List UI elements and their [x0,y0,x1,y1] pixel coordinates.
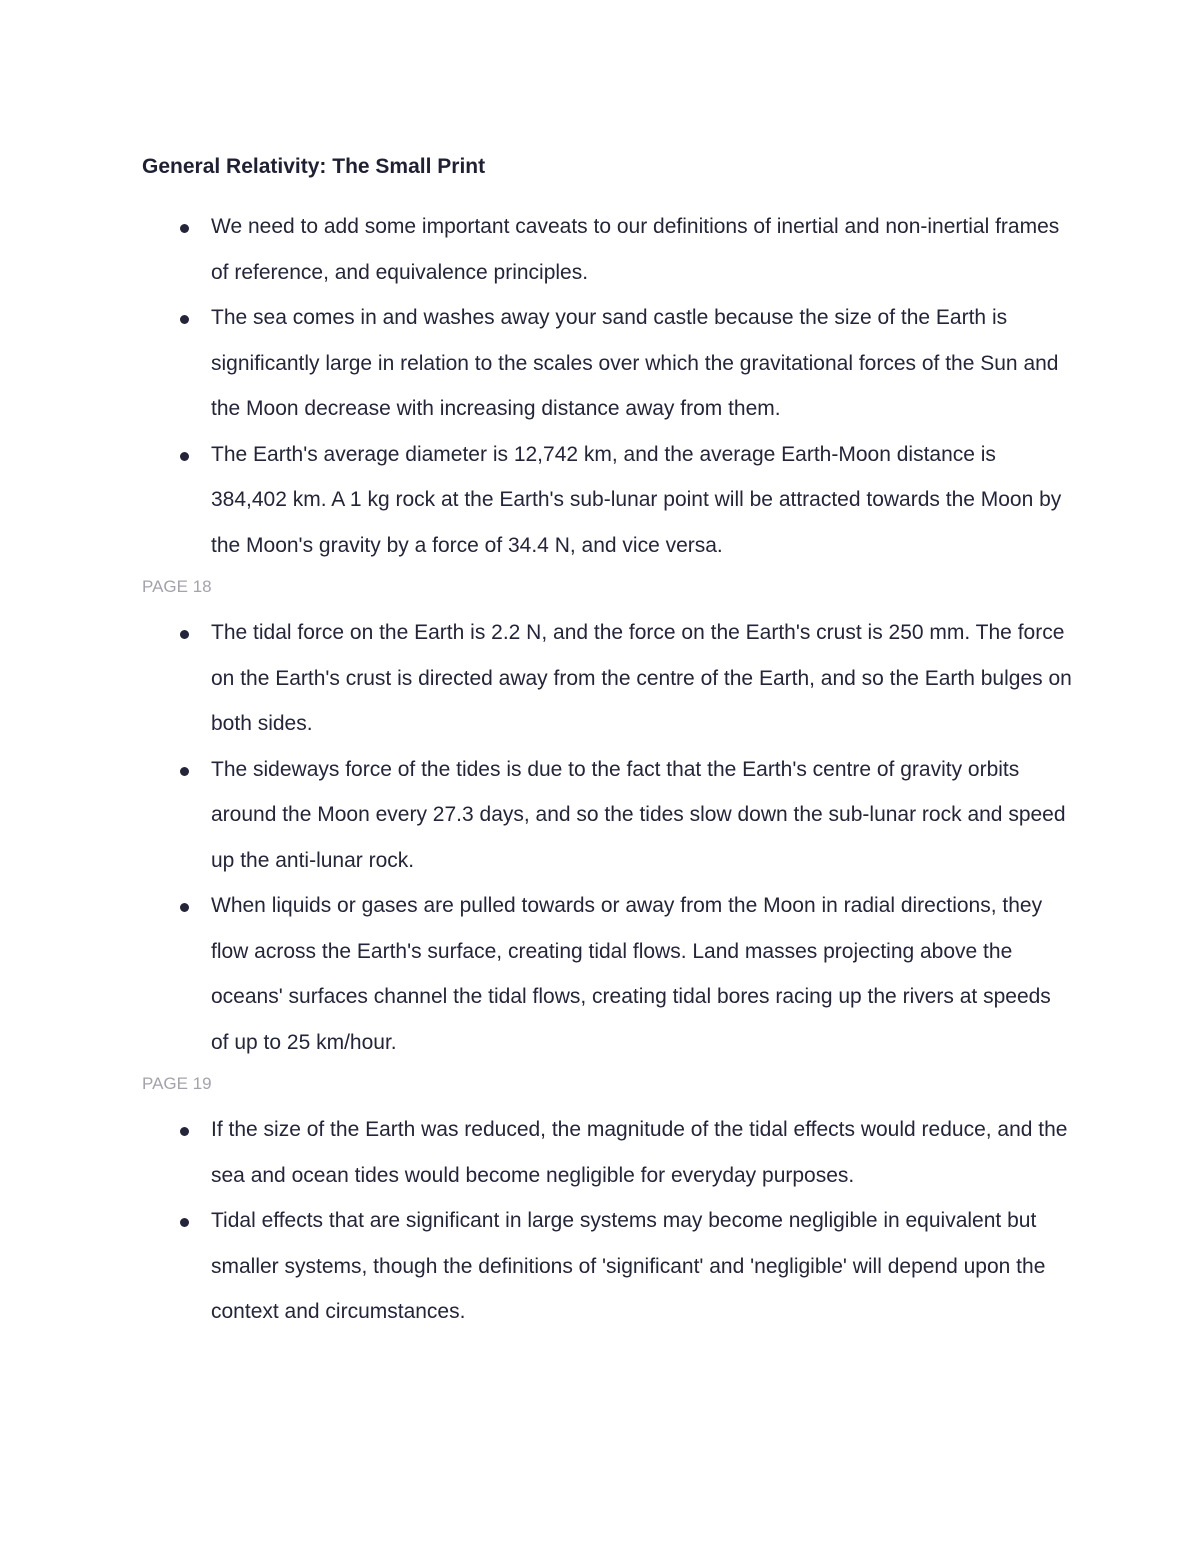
bullet-text: The sideways force of the tides is due to the fact that the Earth's centre of gravity orbits around the Moon every 27.3 days, and so the tides slow down the sub-lunar rock and speed up the anti-lunar rock. [211,757,1066,872]
bullet-dot-icon [180,1218,189,1227]
bullet-list [142,610,1072,1065]
bullet-item [142,1107,1072,1198]
bullet-dot-icon [180,452,189,461]
bullet-item [142,295,1072,432]
section-2 [142,568,1072,1065]
bullet-dot-icon [180,767,189,776]
section-3 [142,1065,1072,1335]
bullet-dot-icon [180,1127,189,1136]
bullet-dot-icon [180,224,189,233]
bullet-list [142,204,1072,568]
bullet-text: The Earth's average diameter is 12,742 km, and the average Earth-Moon distance is 384,402 km. A 1 kg rock at the Earth's sub-lunar point will be attracted towards the Moon by the Moon's gravity by a force of 34.4 N, and vice versa. [211,442,1062,557]
bullet-dot-icon [180,903,189,912]
bullet-item [142,883,1072,1065]
bullet-item [142,204,1072,295]
bullet-text: If the size of the Earth was reduced, the magnitude of the tidal effects would reduce, and the sea and ocean tides would become negligible for everyday purposes. [211,1118,1068,1187]
bullet-dot-icon [180,630,189,639]
document-title: General Relativity: The Small Print [142,155,486,178]
bullet-list [142,1107,1072,1335]
bullet-dot-icon [180,315,189,324]
page-number-label: PAGE 18 [142,577,212,596]
document-page [142,152,1072,1335]
bullet-item [142,432,1072,569]
bullet-item [142,747,1072,884]
bullet-text: We need to add some important caveats to our definitions of inertial and non-inertial frames of reference, and equivalence principles. [211,215,1060,284]
bullet-text: The tidal force on the Earth is 2.2 N, and the force on the Earth's crust is 250 mm. The force on the Earth's crust is directed away from the centre of the Earth, and so the Earth bulges on both sides. [211,621,1072,735]
section-1 [142,204,1072,568]
bullet-item [142,1198,1072,1335]
bullet-text: Tidal effects that are significant in large systems may become negligible in equivalent but smaller systems, though the definitions of 'significant' and 'negligible' will depend upon the context and circumstances. [211,1209,1046,1323]
bullet-text: The sea comes in and washes away your sand castle because the size of the Earth is significantly large in relation to the scales over which the gravitational forces of the Sun and the Moon decrease with increasing distance away from them. [211,306,1059,420]
bullet-text: When liquids or gases are pulled towards or away from the Moon in radial directions, they flow across the Earth's surface, creating tidal flows. Land masses projecting above the oceans' surfaces channel the tidal flows, creating tidal bores racing up the rivers at speeds of up to 25 km/hour. [211,894,1051,1054]
page-number-label: PAGE 19 [142,1074,212,1093]
bullet-item [142,610,1072,747]
